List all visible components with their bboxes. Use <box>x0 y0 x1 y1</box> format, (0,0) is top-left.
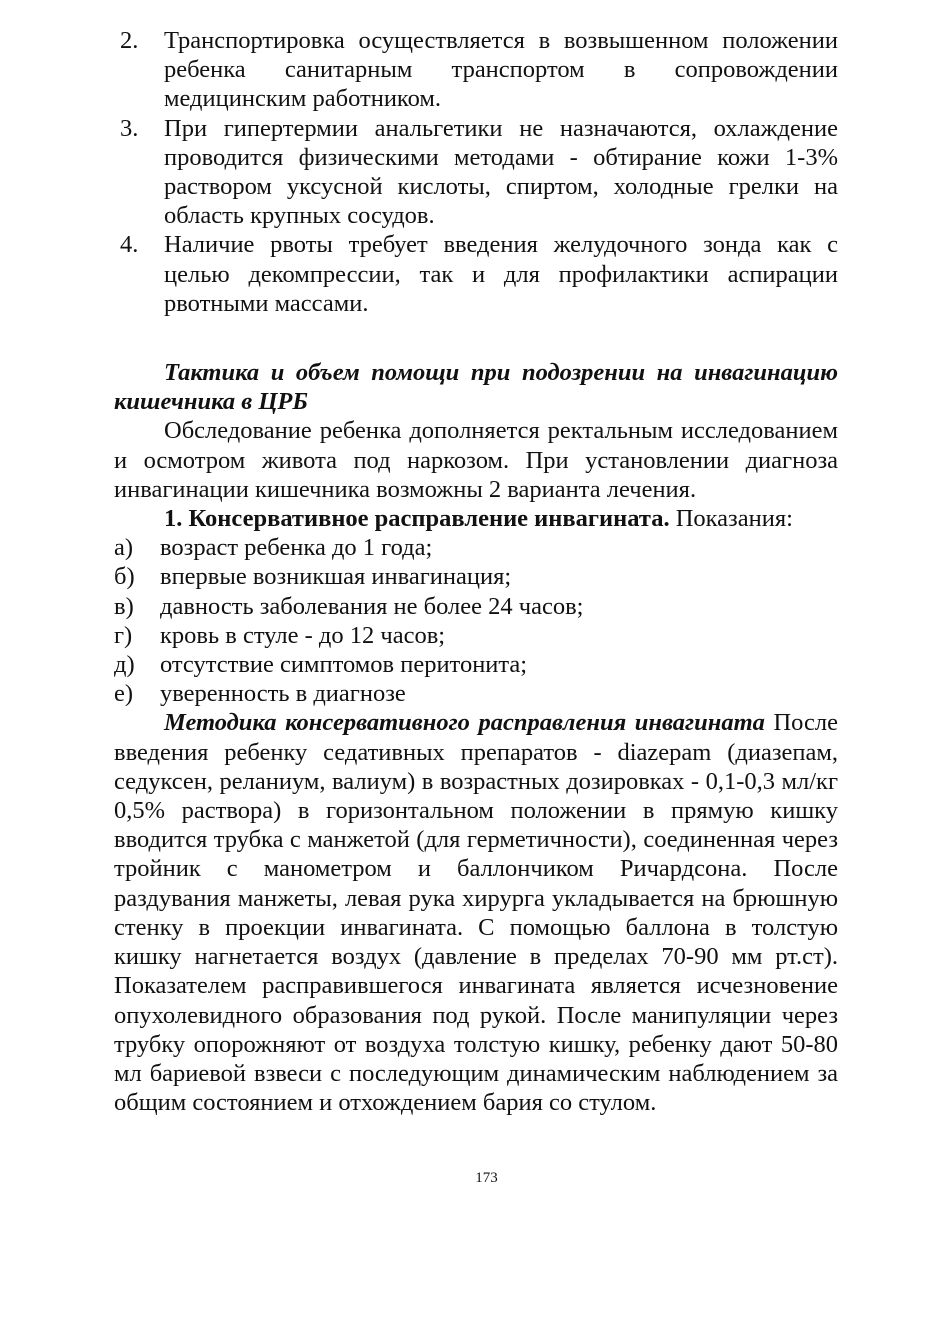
method-paragraph <box>114 708 838 1117</box>
list-item-text: отсутствие симптомов перитонита; <box>160 651 528 679</box>
list-item <box>114 26 838 114</box>
list-item-text: уверенность в диагнозе <box>160 680 406 708</box>
conservative-treatment-title: 1. Консервативное расправление инвагината. <box>164 505 670 533</box>
method-title: Методика консервативного расправления инвагината <box>164 709 765 737</box>
list-item-text: впервые возникшая инвагинация; <box>160 563 512 591</box>
list-item-text: давность заболевания не более 24 часов; <box>160 592 584 620</box>
list-item <box>114 114 838 231</box>
list-item-text: возраст ребенка до 1 года; <box>160 534 433 562</box>
list-item-text: Наличие рвоты требует введения желудочного зонда как с целью декомпрессии, так и для профилактики аспирации рвотными массами. <box>164 231 838 317</box>
list-item-text: Транспортировка осуществляется в возвышенном положении ребенка санитарным транспортом в сопровождении медицинским работником. <box>164 27 838 113</box>
list-letter: г) <box>114 621 133 649</box>
list-letter: е) <box>114 680 134 708</box>
list-letter: в) <box>114 592 134 620</box>
list-item-text: При гипертермии анальгетики не назначаются, охлаждение проводится физическими методами - обтирание кожи 1-3% раствором уксусной кислоты, спиртом, холодные грелки на область крупных сосудов. <box>164 114 838 230</box>
list-item <box>114 230 838 318</box>
list-item <box>114 592 838 621</box>
list-letter: а) <box>114 534 134 562</box>
list-item <box>114 562 838 591</box>
page-number: 173 <box>475 1170 498 1186</box>
section-heading: Тактика и объем помощи при подозрении на инвагинацию кишечника в ЦРБ <box>114 359 838 416</box>
conservative-treatment-line <box>114 504 838 533</box>
list-item <box>114 533 838 562</box>
indications-label: Показания: <box>669 505 793 533</box>
list-number: 2. <box>120 27 139 54</box>
list-item <box>114 650 838 679</box>
list-number: 3. <box>120 114 139 142</box>
list-item <box>114 679 838 708</box>
method-text: После введения ребенку седативных препаратов - diazepam (диазепам, седуксен, реланиум, валиум) в возрастных дозировках - 0,1-0,3 мл/кг 0,5% раствора) в горизонтальном положении в прямую кишку вводится трубка с манжетой (для герметичности), соединенная через тройник с манометром и баллончиком Ричардсона. После раздувания манжеты, левая рука хирурга укладывается на брюшную стенку в проекции инвагината. С помощью баллона в толстую кишку нагнетается воздух (давление в пределах 70-90 мм рт.ст). Показателем расправившегося инвагината является исчезновение опухолевидного образования под рукой. После манипуляции через трубку опорожняют от воздуха толстую кишку, ребенку дают 50-80 мл бариевой взвеси с последующим динамическим наблюдением за общим состоянием и отхождением бария со стулом. <box>114 709 838 1117</box>
numbered-list <box>114 26 838 318</box>
intro-paragraph: Обследование ребенка дополняется ректальным исследованием и осмотром живота под наркозом. При установлении диагноза инвагинации кишечника возможны 2 варианта лечения. <box>114 417 838 503</box>
list-letter: б) <box>114 563 135 591</box>
page-body <box>114 26 838 1117</box>
list-item-text: кровь в стуле - до 12 часов; <box>160 621 446 649</box>
list-number: 4. <box>120 231 139 259</box>
list-letter: д) <box>114 651 135 679</box>
indications-list <box>114 533 838 708</box>
list-item <box>114 621 838 650</box>
